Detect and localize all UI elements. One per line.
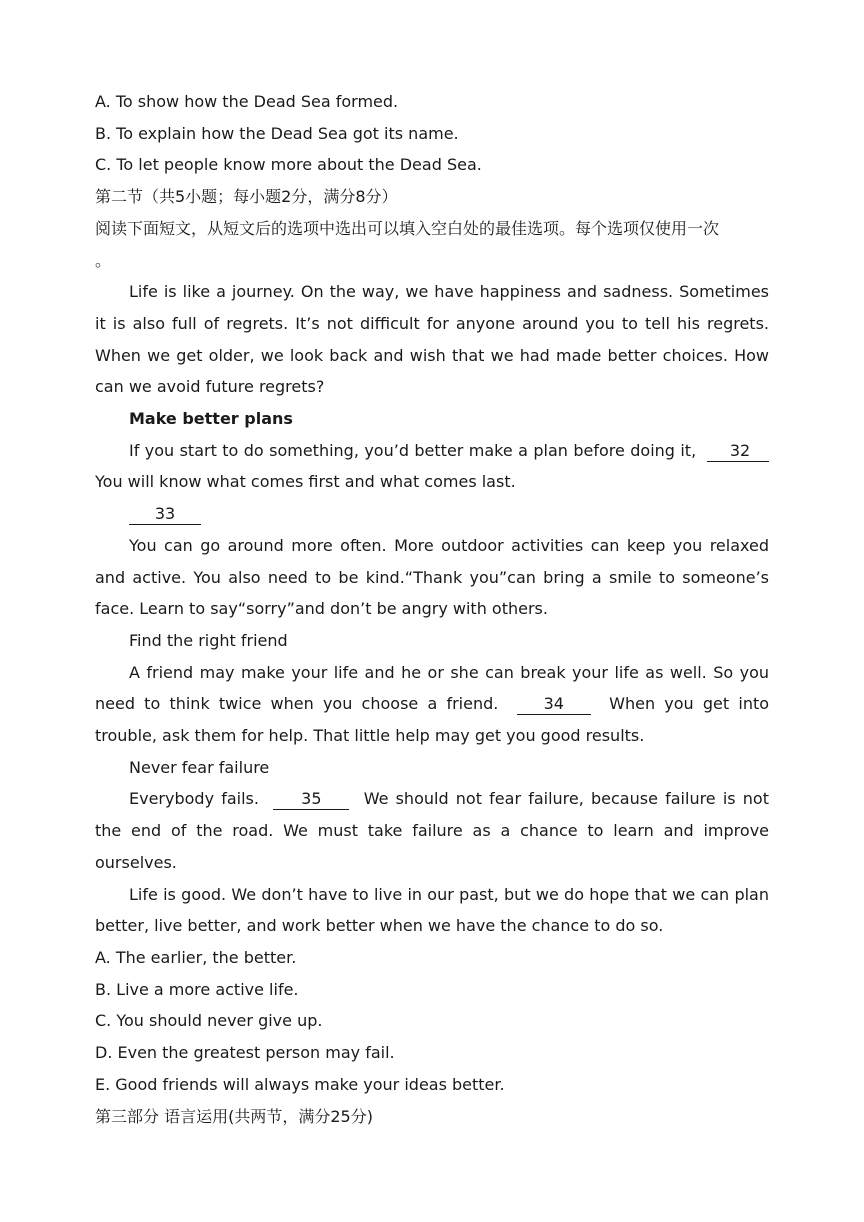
- passage-paragraph-1: Life is like a journey. On the way, we have happiness and sadness. Sometimes it is also full of regrets. It’s not difficult for anyone around you to tell his regrets. When we get older, we look back and wish that we had made better choices. How can we avoid future regrets?: [95, 282, 769, 397]
- blank-33: 33: [129, 504, 201, 525]
- answer-option-c: C. You should never give up.: [95, 1011, 323, 1031]
- p5-text-after: We should not fear failure, because failure is not the end of the road. We must take failure as a chance to learn and improve ourselves.: [95, 789, 769, 872]
- p2-text-before: If you start to do something, you’d better make a plan before doing it,: [129, 440, 697, 460]
- instructions-line1: 阅读下面短文，从短文后的选项中选出可以填入空白处的最佳选项。每个选项仅使用一次: [95, 218, 720, 238]
- passage-paragraph-5: [95, 783, 769, 878]
- p4-text-after: When you get into trouble, ask them for help. That little help may get you good results.: [95, 694, 770, 746]
- blank-33-line: [95, 498, 769, 530]
- blank-32: 32: [707, 441, 769, 462]
- answer-option-e: E. Good friends will always make your ideas better.: [95, 1074, 505, 1094]
- section2-header: 第二节（共5小题；每小题2分，满分8分）: [95, 187, 398, 207]
- answer-option-b: B. Live a more active life.: [95, 979, 299, 999]
- heading-never-fear-failure: Never fear failure: [129, 757, 270, 777]
- option-c: C. To let people know more about the Dead Sea.: [95, 155, 482, 175]
- passage-paragraph-6: Life is good. We don’t have to live in our past, but we do hope that we can plan better, live better, and work better when we have the chance to do so.: [95, 884, 769, 936]
- section3-header: 第三部分 语言运用(共两节，满分25分): [95, 1106, 373, 1126]
- p4-text-before: A friend may make your life and he or she can break your life as well. So you need to think twice when you choose a friend.: [95, 662, 769, 714]
- option-b: B. To explain how the Dead Sea got its name.: [95, 123, 459, 143]
- document-page: [95, 86, 769, 1132]
- blank-35: 35: [273, 789, 349, 810]
- heading-find-right-friend: Find the right friend: [129, 630, 288, 650]
- option-a: A. To show how the Dead Sea formed.: [95, 92, 399, 111]
- p2-text-after: You will know what comes first and what comes last.: [95, 472, 516, 492]
- heading-make-better-plans: Make better plans: [129, 409, 293, 429]
- passage-paragraph-3: You can go around more often. More outdoor activities can keep you relaxed and active. You also need to be kind.“Thank you”can bring a smile to someone’s face. Learn to say“sorry”and don’t be angry with others.: [95, 535, 769, 619]
- answer-option-a: A. The earlier, the better.: [95, 947, 297, 967]
- passage-paragraph-2: [95, 435, 769, 498]
- passage-paragraph-4: [95, 657, 769, 752]
- blank-34: 34: [517, 694, 591, 715]
- p5-text-before: Everybody fails.: [129, 789, 259, 809]
- instructions-line2: 。: [95, 250, 112, 270]
- answer-option-d: D. Even the greatest person may fail.: [95, 1043, 395, 1063]
